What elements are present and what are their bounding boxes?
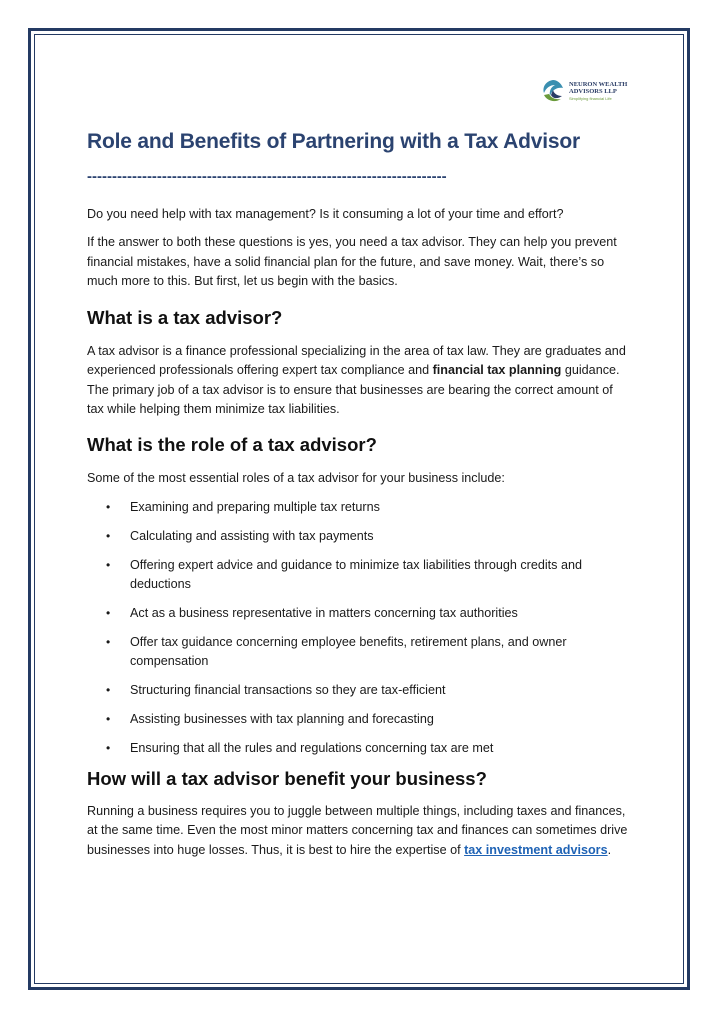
logo-mark-icon [540, 78, 566, 104]
list-item-text: Act as a business representative in matters concerning tax authorities [130, 605, 518, 620]
list-item [87, 556, 632, 595]
bullet-icon: • [106, 712, 111, 727]
title-divider: ------------------------------------------------------------------------ [87, 168, 447, 185]
answer-paragraph: If the answer to both these questions is yes, you need a tax advisor. They can help you prevent financial mistakes, have a solid financial plan for the future, and save money. Wait, there’s so much more to this. But first, let us begin with the basics. [87, 235, 617, 288]
list-item [87, 604, 632, 623]
intro-paragraph: Do you need help with tax management? Is it consuming a lot of your time and effort? [87, 207, 564, 221]
list-item-text: Examining and preparing multiple tax returns [130, 499, 380, 514]
list-item-text: Structuring financial transactions so they are tax-efficient [130, 683, 446, 698]
list-item [87, 633, 632, 672]
roles-intro-paragraph: Some of the most essential roles of a tax advisor for your business include: [87, 471, 505, 486]
document-body [87, 130, 632, 860]
tax-investment-advisors-link[interactable]: tax investment advisors [464, 842, 608, 857]
definition-paragraph [87, 342, 632, 419]
logo-name-line1: NEURON WEALTH [569, 80, 628, 88]
section-heading-benefit: How will a tax advisor benefit your business? [87, 768, 487, 790]
bullet-icon: • [106, 741, 111, 756]
document-title: Role and Benefits of Partnering with a Tax Advisor [87, 130, 580, 153]
list-item [87, 681, 632, 700]
list-item [87, 498, 632, 517]
list-item [87, 739, 632, 758]
benefit-text-start: Running a business requires you to juggle between multiple things, including taxes and finances, at the same time. Even the most minor matters concerning tax and finances can sometimes drive businesses into huge losses. Thus, it is best to hire the expertise of [87, 804, 628, 857]
list-item-text: Ensuring that all the rules and regulations concerning tax are met [130, 741, 494, 756]
bullet-icon: • [106, 683, 111, 698]
definition-bold-term: financial tax planning [432, 363, 562, 378]
list-item-text: Offering expert advice and guidance to minimize tax liabilities through credits and deductions [130, 557, 582, 591]
section-heading-what-is: What is a tax advisor? [87, 307, 283, 329]
definition-text-start: A tax advisor is a finance professional specializing in the area of tax law. They are graduates and experienced professionals offering expert tax compliance and [87, 344, 626, 378]
bullet-icon: • [106, 634, 111, 649]
list-item [87, 710, 632, 729]
company-logo [540, 74, 632, 108]
list-item-text: Calculating and assisting with tax payments [130, 528, 374, 543]
benefit-text-end: . [607, 842, 612, 857]
list-item-text: Offer tax guidance concerning employee benefits, retirement plans, and owner compensation [130, 634, 567, 669]
bullet-icon: • [106, 557, 111, 572]
logo-tagline: Simplifying financial Life [569, 95, 612, 101]
bullet-icon: • [106, 528, 111, 543]
section-heading-role: What is the role of a tax advisor? [87, 434, 377, 456]
list-item-text: Assisting businesses with tax planning and forecasting [130, 712, 434, 727]
bullet-icon: • [106, 605, 111, 620]
benefit-paragraph [87, 802, 632, 860]
bullet-icon: • [106, 499, 111, 514]
definition-text-end: guidance. The primary job of a tax advisor is to ensure that businesses are bearing the correct amount of tax while helping them minimize tax liabilities. [87, 363, 620, 417]
list-item [87, 527, 632, 546]
logo-name-line2: ADVISORS LLP [569, 87, 617, 95]
roles-list [87, 498, 632, 759]
